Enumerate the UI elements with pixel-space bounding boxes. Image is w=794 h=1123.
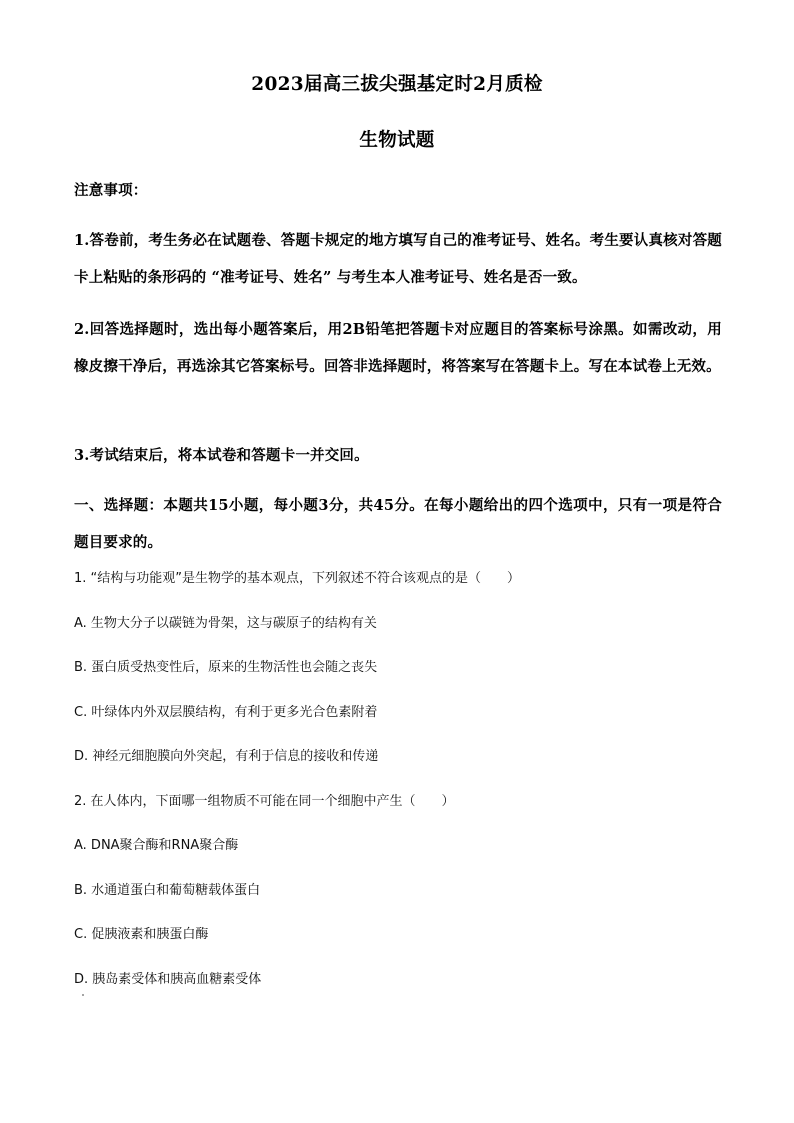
question-1-option-d: D. 神经元细胞膜向外突起，有利于信息的接收和传递 [74, 749, 379, 764]
section-heading: 一、选择题：本题共15小题，每小题3分，共45分。在每小题给出的四个选项中，只有一项是符合题目要求的。 [74, 497, 722, 551]
notice-heading: 注意事项： [74, 182, 148, 199]
question-2-option-d: D. 胰岛素受体和胰高血糖素受体 [74, 972, 262, 987]
question-1-option-c: C. 叶绿体内外双层膜结构，有利于更多光合色素附着 [74, 705, 378, 720]
question-1-stem: 1. “结构与功能观”是生物学的基本观点，下列叙述不符合该观点的是（ ） [74, 571, 521, 586]
question-2-option-b: B. 水通道蛋白和葡萄糖载体蛋白 [74, 883, 261, 898]
notice-item-2: 2.回答选择题时，选出每小题答案后，用2B铅笔把答题卡对应题目的答案标号涂黑。如需改动，用橡皮擦干净后，再选涂其它答案标号。回答非选择题时，将答案写在答题卡上。写在本试卷上无效。 [74, 321, 722, 375]
stray-mark [82, 994, 84, 996]
exam-subject: 生物试题 [359, 130, 435, 151]
question-1-option-b: B. 蛋白质受热变性后，原来的生物活性也会随之丧失 [74, 660, 378, 675]
notice-item-1: 1.答卷前，考生务必在试题卷、答题卡规定的地方填写自己的准考证号、姓名。考生要认真核对答题卡上粘贴的条形码的 “准考证号、姓名” 与考生本人准考证号、姓名是否一致。 [74, 232, 722, 286]
question-1-option-a: A. 生物大分子以碳链为骨架，这与碳原子的结构有关 [74, 616, 377, 631]
question-2-option-a: A. DNA聚合酶和RNA聚合酶 [74, 838, 239, 853]
exam-title: 2023届高三拔尖强基定时2月质检 [251, 74, 543, 95]
question-2-stem: 2. 在人体内，下面哪一组物质不可能在同一个细胞中产生（ ） [74, 794, 455, 809]
notice-item-3: 3.考试结束后，将本试卷和答题卡一并交回。 [74, 447, 369, 464]
question-2-option-c: C. 促胰液素和胰蛋白酶 [74, 927, 209, 942]
